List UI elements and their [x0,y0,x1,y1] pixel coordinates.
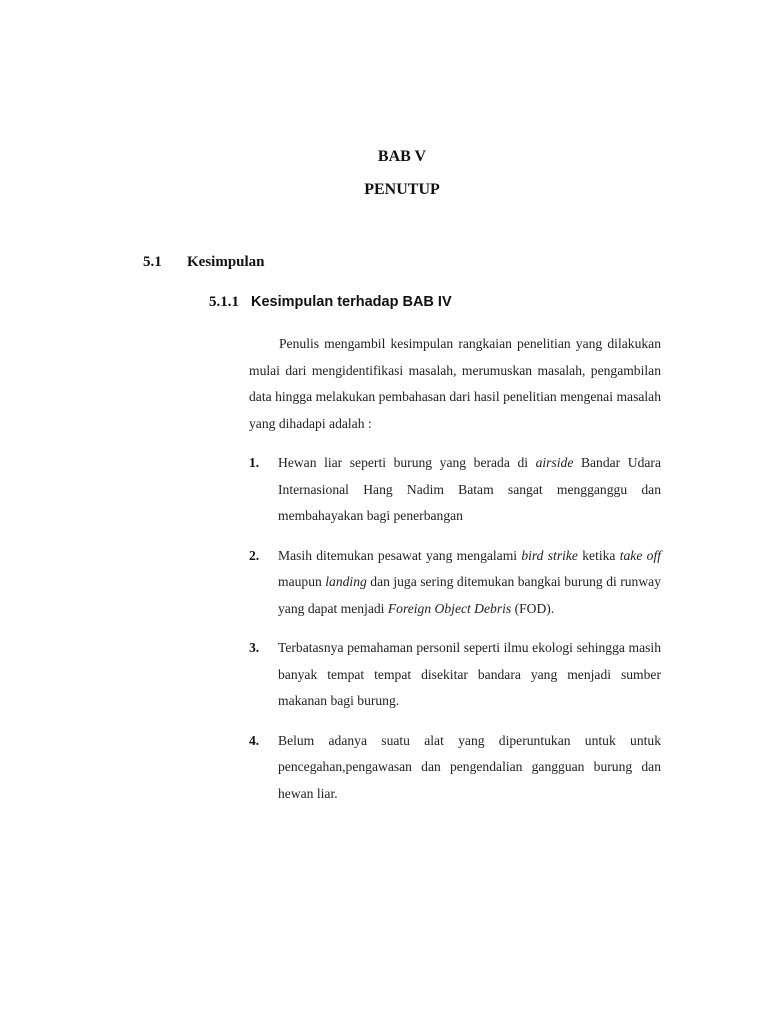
conclusion-marker: 3. [249,640,260,655]
conclusion-text [278,455,661,523]
subsection-number: 5.1.1 [209,294,239,310]
conclusion-marker: 4. [249,732,260,748]
subsection-title: Kesimpulan terhadap BAB IV [251,294,452,310]
text-run: Hewan liar seperti burung yang berada di [278,455,536,470]
chapter-number: BAB V [377,148,427,165]
italic-term: landing [325,574,367,589]
conclusion-list [249,450,661,820]
conclusion-marker: 2. [249,547,260,563]
text-run: dan juga sering ditemukan bangkai burung di runway yang dapat menjadi [278,574,661,616]
conclusion-text [278,548,661,616]
intro-paragraph: Penulis mengambil kesimpulan rangkaian penelitian yang dilakukan mulai dari mengidentifikasi masalah, merumuskan masalah, pengambilan data hingga melakukan pembahasan dari hasil penelitian mengenai masalah yang dihadapi adalah : [249,336,661,431]
section-title: Kesimpulan [187,254,265,270]
section-number: 5.1 [143,254,162,270]
text-run: Bandar Udara Internasional Hang Nadim Batam sangat mengganggu dan membahayakan bagi penerbangan [278,455,661,523]
text-run: Masih ditemukan pesawat yang mengalami [278,547,522,563]
conclusion-item [249,635,661,715]
section-heading [143,254,265,271]
italic-term: airside [535,455,574,470]
subsection-heading [209,294,452,311]
text-run: (FOD). [511,600,555,616]
text-run: maupun [278,574,326,589]
chapter-title: PENUTUP [364,181,440,198]
conclusion-text [278,733,661,801]
text-run: Terbatasnya pemahaman personil seperti ilmu ekologi sehingga masih banyak tempat tempat disekitar bandara yang menjadi sumber makanan bagi burung. [278,640,661,708]
conclusion-item [249,450,661,530]
italic-term: bird strike [521,547,578,563]
italic-term: Foreign Object Debris [387,600,512,616]
conclusion-marker: 1. [249,455,260,470]
conclusion-text [278,640,661,708]
conclusion-item [249,728,661,808]
text-run: Belum adanya suatu alat yang diperuntukan untuk untuk pencegahan,pengawasan dan pengendalian gangguan burung dan hewan liar. [278,732,661,801]
italic-term: take off [619,547,661,563]
text-run: ketika [577,547,620,563]
conclusion-item [249,543,661,623]
